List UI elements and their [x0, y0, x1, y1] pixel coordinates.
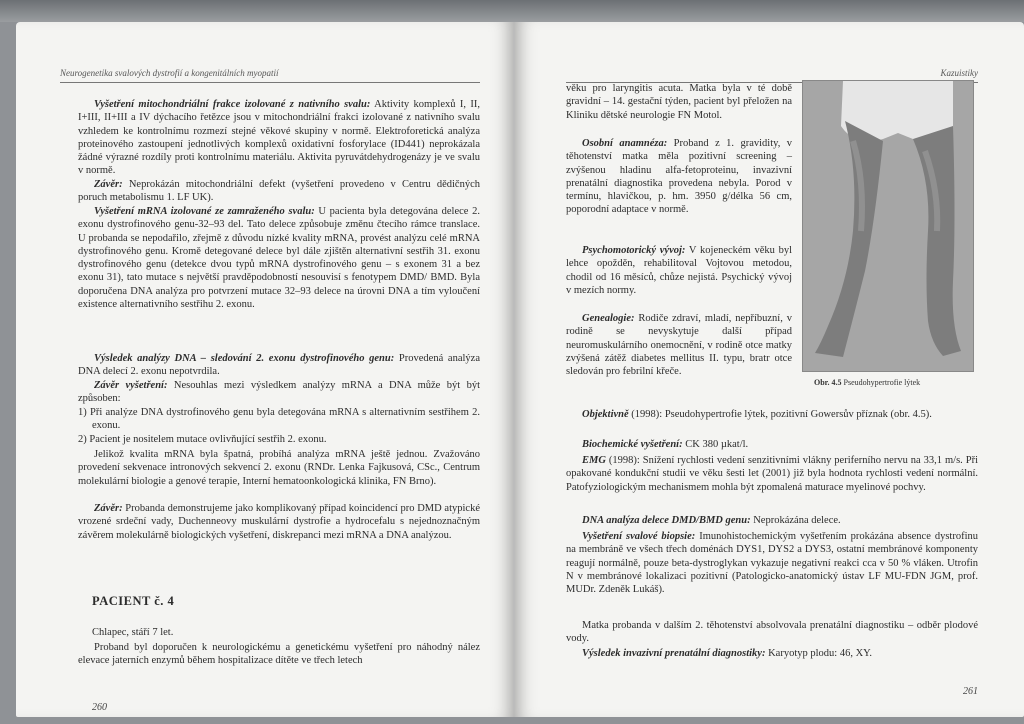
- header-rule-left: [60, 82, 480, 83]
- label-prenatal-result: Výsledek invazivní prenatální diagnostiky:: [582, 648, 766, 659]
- page-number-left: 260: [92, 702, 107, 713]
- paragraph-personal-history: [566, 137, 792, 217]
- label-mrna: Vyšetření mRNA izolované ze zamraženého svalu:: [94, 206, 315, 217]
- text-dna-analysis: Neprokázána delece.: [750, 515, 841, 526]
- paragraph-emg: [566, 454, 978, 494]
- paragraph-mrna-quality: Jelikož kvalita mRNA byla špatná, probíhá analýza mRNA ještě jednou. Zvažováno provedení sekvenace intronových sekvencí 2. exonu (RNDr. Lenka Fajkusová, CSc., Centrum molekulární biologie a genové terapie, Interní hematoonkologická klinika, FN Brno).: [78, 449, 480, 487]
- list-item-1: 1) Při analýze DNA dystrofinového genu byla detegována mRNA s alternativním sestřihem 2. exonu.: [78, 407, 480, 432]
- text-genealogy: Rodiče zdraví, mladí, nepříbuzní, v rodině se nevyskytuje další případ neuromuskulárního onemocnění, v rodině otce matky zvýšená zátěž diabetes mellitus II. typu, bratr otce sledován pro febrilní křeče.: [566, 313, 792, 378]
- label-mito: Vyšetření mitochondriální frakce izolované z nativního svalu:: [94, 99, 371, 110]
- text-dna: Provedená analýza DNA delecí 2. exonu nepotvrdila.: [78, 353, 480, 378]
- label-conclusion-2: Závěr vyšetření:: [94, 380, 168, 391]
- label-psychomotor: Psychomotorický vývoj:: [582, 245, 686, 256]
- text-mito: Aktivity komplexů I, II, I+III, II+III a IV dýchacího řetězce jsou v mitochondriální frakci izolované z nativního svalu vzhledem ke kontrolnímu rozmezí stejné věkové skupiny v normě. Elektroforetická analýza proteinového zastoupení jednotlivých komplexů oxidativní fosforylace (ID441) neprokázala žádné výrazné rozdíly proti kontrolnímu materiálu. Aktivita pyruvátdehydrogenázy je ve svalu v normě.: [78, 99, 480, 177]
- paragraph-mrna: [78, 205, 480, 311]
- label-biochemistry: Biochemické vyšetření:: [582, 439, 683, 450]
- label-conclusion-3: Závěr:: [94, 503, 123, 514]
- paragraph-referral: Proband byl doporučen k neurologickému a genetickému vyšetření pro náhodný nález elevace jaterních enzymů během hospitalizace dítěte ve třech letech: [78, 642, 480, 667]
- right-page: [514, 22, 1024, 717]
- label-conclusion-1: Závěr:: [94, 179, 123, 190]
- label-biopsy: Vyšetření svalové biopsie:: [582, 531, 696, 542]
- left-page: [16, 22, 514, 717]
- legs-photo-image: [803, 81, 973, 371]
- figure-caption-text: Pseudohypertrofie lýtek: [841, 378, 921, 387]
- paragraph-dna: [78, 352, 480, 379]
- paragraph-prenatal-result: [566, 647, 978, 660]
- paragraph-mito: [78, 98, 480, 178]
- label-genealogy: Genealogie:: [582, 313, 635, 324]
- label-dna-analysis: DNA analýza delece DMD/BMD genu:: [582, 515, 751, 526]
- running-head-right: Kazuistiky: [940, 68, 978, 78]
- label-dna: Výsledek analýzy DNA – sledování 2. exonu dystrofinového genu:: [94, 353, 395, 364]
- paragraph-genealogy: [566, 312, 792, 378]
- figure-label: Obr. 4.5: [814, 378, 842, 387]
- label-personal-history: Osobní anamnéza:: [582, 138, 668, 149]
- paragraph-psychomotor: [566, 244, 792, 297]
- text-conclusion-2: Nesouhlas mezi výsledkem analýzy mRNA a DNA může být být způsoben:: [78, 380, 480, 405]
- running-head-left: Neurogenetika svalových dystrofií a kongenitálních myopatií: [60, 68, 279, 78]
- page-number-right: 261: [963, 686, 978, 697]
- paragraph-biochemistry: [566, 438, 978, 451]
- paragraph-conclusion-3: [78, 502, 480, 542]
- label-emg: EMG: [582, 455, 606, 466]
- text-personal-history: Proband z 1. gravidity, v těhotenství matka měla pozitivní screening – zvýšenou hladinu alfa-fetoproteinu, invazivní prenatální diagnostika provedena nebyla. Porod v termínu, hlavičkou, p. hm. 3950 g/délka 56 cm, poporodní adaptace v normě.: [566, 138, 792, 216]
- paragraph-conclusion-1: [78, 178, 480, 205]
- figure-photo: [802, 80, 974, 372]
- text-biochemistry: CK 380 µkat/l.: [682, 439, 749, 450]
- text-prenatal-result: Karyotyp plodu: 46, XY.: [765, 648, 873, 659]
- text-conclusion-1: Neprokázán mitochondriální defekt (vyšetření provedeno v Centru dědičných poruch metabolismu 1. LF UK).: [78, 179, 480, 204]
- text-mrna: U pacienta byla detegována delece 2. exonu dystrofinového genu-32–93 del. Tato delece způsobuje změnu čtecího rámce translace. U probanda se nepodařilo, zřejmě z důvodu nízké kvality mRNA, provést analýzu celé mRNA dystrofinového genu. Kromě detegované delece byl dále zjištěn alternativní sestřih 31. exonu dystrofinového genu (detekce dvou typů mRNA dystrofinového genu – s exonem 31 a bez exonu 31), tato mutace s největší pravděpodobností nesouvisí s fenotypem DMD/ BMD. Byla doporučena DNA analýza pro potvrzení mutace 32–93 delece na úrovni DNA a tím vyloučení existence alternativního sestřihu 2. exonu.: [78, 206, 480, 311]
- paragraph-continuation: věku pro laryngitis acuta. Matka byla v té době gravidní – 14. gestační týden, pacient byl přeložen na Kliniku dětské neurologie FN Motol.: [566, 83, 792, 121]
- paragraph-biopsy: [566, 530, 978, 596]
- paragraph-prenatal: Matka probanda v dalším 2. těhotenství absolvovala prenatální diagnostiku – odběr plodové vody.: [566, 620, 978, 645]
- paragraph-objective: [566, 408, 978, 421]
- list-item-2: 2) Pacient je nositelem mutace ovlivňující sestřih 2. exonu.: [78, 434, 327, 445]
- text-psychomotor: V kojeneckém věku byl lehce opožděn, rehabilitoval Vojtovou metodou, chodil od 16 měsíců, chůze nejistá. Psychický vývoj v mezích normy.: [566, 245, 792, 296]
- text-conclusion-3: Probanda demonstrujeme jako komplikovaný případ koincidencí pro DMD atypické vrozené srdeční vady, Duchenneovy muskulární dystrofie a hydrocefalu s nejednoznačným závěrem molekulárně biologických vyšetření, diskrepanci mezi mRNA a DNA analýzou.: [78, 503, 480, 541]
- figure-caption: [814, 378, 920, 387]
- paragraph-dna-analysis: [566, 514, 978, 527]
- label-objective: Objektivně: [582, 409, 629, 420]
- paragraph-conclusion-2: [78, 379, 480, 406]
- text-objective: (1998): Pseudohypertrofie lýtek, pozitivní Gowersův příznak (obr. 4.5).: [628, 409, 932, 420]
- text-biopsy: Imunohistochemickým vyšetřením prokázána absence dystrofinu na membráně ve všech třech doménách DYS1, DYS2 a DYS3, ostatní membránové komponenty reagují normálně, pouze beta-dystroglykan vykazuje negativní reakci cca v 50 % vláken. Utrofin N v membránové lokalizaci pozitivní (Patologicko-anatomický ústav LF MU-FDN JGM, prof. MUDr. Zdeněk Lukáš).: [566, 531, 978, 596]
- text-emg: (1998): Snížení rychlosti vedení senzitivními vlákny periferního nervu na 33,1 m/s. Při opakované kondukční studii ve věku šesti let (2001) již byla hodnota rychlosti vedení normální. Patofyziologickým mechanismem mohla být zpomalená maturace myelinové pochvy.: [566, 455, 978, 493]
- paragraph-patient-intro: Chlapec, stáří 7 let.: [92, 627, 174, 638]
- scan-background: [0, 0, 1024, 22]
- section-heading-patient-4: PACIENT č. 4: [92, 594, 175, 608]
